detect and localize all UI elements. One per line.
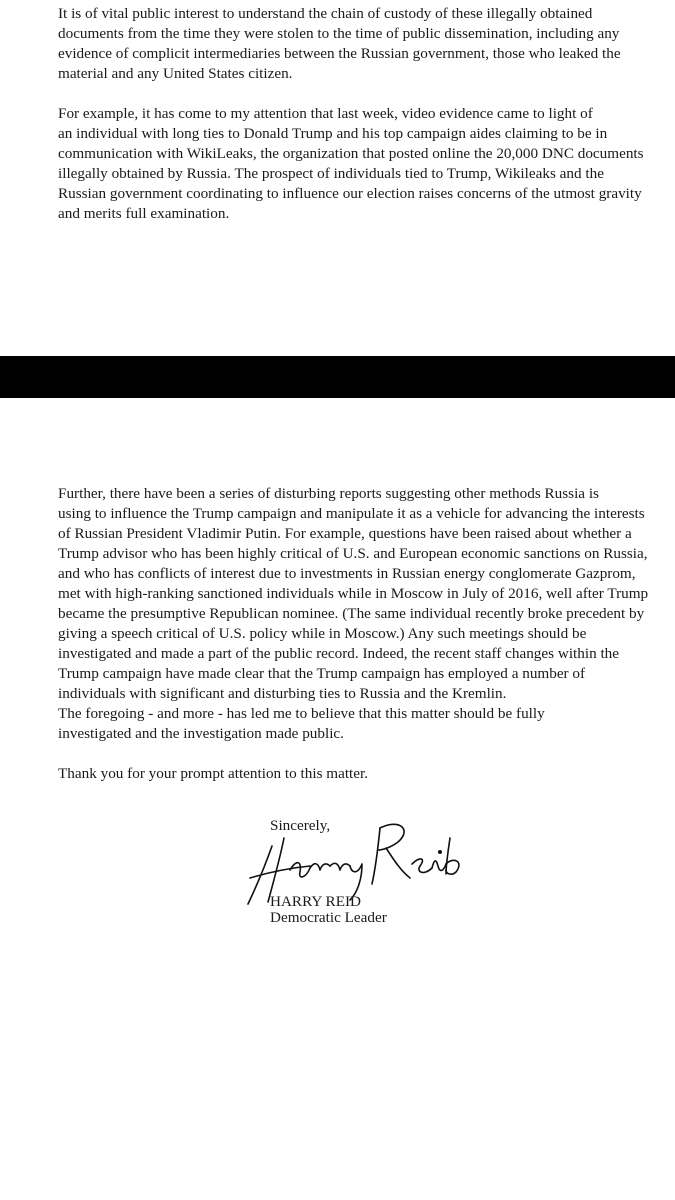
paragraph-thank-you: Thank you for your prompt attention to this matter. [58,765,369,782]
paragraph-chain-of-custody: It is of vital public interest to understand the chain of custody of these illegally obtained documents from the time they were stolen to the time of public dissemination, including any evidence of complicit intermediaries between the Russian government, those who leaked the material and any United States citizen. [58,5,621,82]
redaction-bar [0,356,675,398]
paragraph-video-evidence: For example, it has come to my attention that last week, video evidence came to light of an individual with long ties to Donald Trump and his top campaign aides claiming to be in communication with WikiLeaks, the organization that posted online the 20,000 DNC documents illegally obtained by Russia. The prospect of individuals tied to Trump, Wikileaks and the Russian government coordinating to influence our election raises concerns of the utmost gravity and merits full examination. [58,105,644,222]
signer-name: HARRY REID [270,893,361,910]
signer-title: Democratic Leader [270,909,387,926]
closing-salutation: Sincerely, [270,817,331,834]
paragraph-russia-methods: Further, there have been a series of disturbing reports suggesting other methods Russia is using to influence the Trump campaign and manipulate it as a vehicle for advancing the interests of Russian President Vladimir Putin. For example, questions have been raised about whether a Trump advisor who has been highly critical of U.S. and European economic sanctions on Russia, and who has conflicts of interest due to investments in Russian energy conglomerate Gazprom, met with high-ranking sanctioned individuals while in Moscow in July of 2016, well after Trump became the presumptive Republican nominee. (The same individual recently broke precedent by giving a speech critical of U.S. policy while in Moscow.) Any such meetings should be investigated and made a part of the public record. Indeed, the recent staff changes within the Trump campaign have made clear that the Trump campaign has employed a number of individuals with significant and disturbing ties to Russia and the Kremlin. [58,485,649,702]
paragraph-investigation: The foregoing - and more - has led me to believe that this matter should be fully investigated and the investigation made public. [58,705,545,742]
